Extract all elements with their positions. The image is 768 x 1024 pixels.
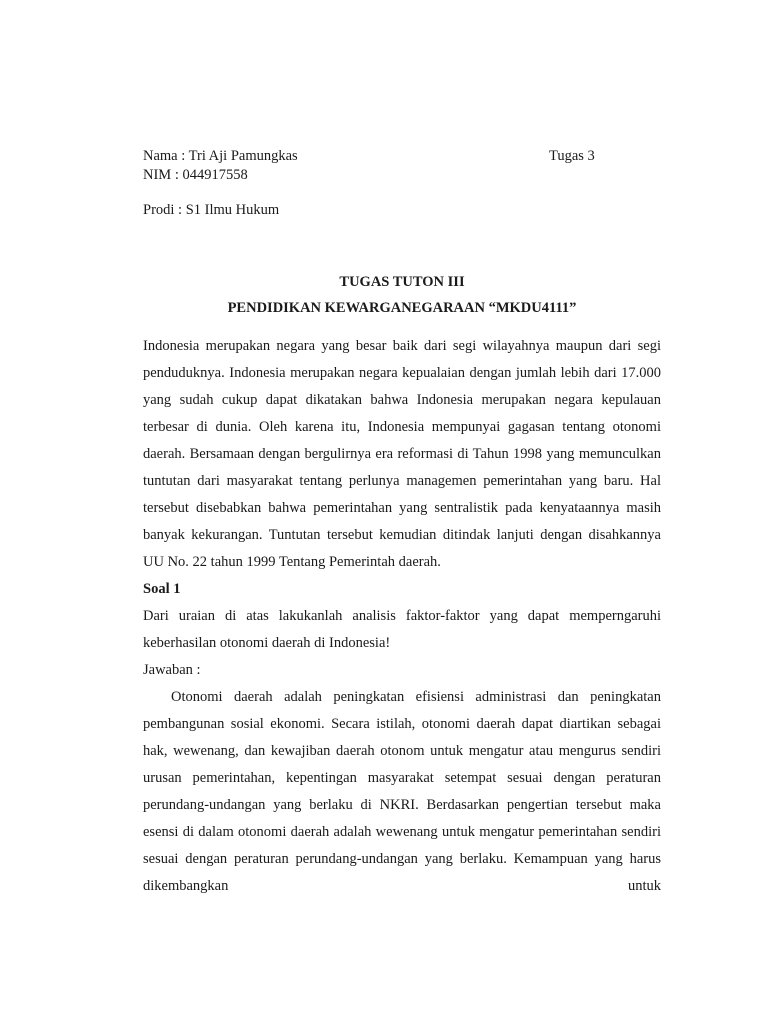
document-subtitle: PENDIDIKAN KEWARGANEGARAAN “MKDU4111” xyxy=(227,300,577,316)
student-name: Nama : Tri Aji Pamungkas xyxy=(143,148,298,164)
assignment-number: Tugas 3 xyxy=(549,148,595,164)
student-nim: NIM : 044917558 xyxy=(143,167,248,183)
document-title: TUGAS TUTON III xyxy=(339,274,465,290)
document-body xyxy=(143,333,661,900)
answer-label: Jawaban : xyxy=(143,662,201,678)
prodi-row xyxy=(143,201,603,219)
nim-row xyxy=(143,166,603,184)
question-text: Dari uraian di atas lakukanlah analisis faktor-faktor yang dapat memperngaruhi keberhasilan otonomi daerah di Indonesia! xyxy=(143,608,661,651)
intro-paragraph: Indonesia merupakan negara yang besar baik dari segi wilayahnya maupun dari segi penduduknya. Indonesia merupakan negara kepualaian dengan jumlah lebih dari 17.000 yang sudah cukup dapat dikatakan bahwa Indonesia merupakan negara kepulauan terbesar di dunia. Oleh karena itu, Indonesia mempunyai gagasan tentang otonomi daerah. Bersamaan dengan bergulirnya era reformasi di Tahun 1998 yang memunculkan tuntutan dari masyarakat tentang perlunya managemen pemerintahan yang baru. Hal tersebut disebabkan bahwa pemerintahan yang sentralistik pada kenyataannya masih banyak kekurangan. Tuntutan tersebut kemudian ditindak lanjuti dengan disahkannya UU No. 22 tahun 1999 Tentang Pemerintah daerah. xyxy=(143,338,661,570)
study-program: Prodi : S1 Ilmu Hukum xyxy=(143,202,280,218)
question-heading: Soal 1 xyxy=(143,581,181,597)
answer-paragraph: Otonomi daerah adalah peningkatan efisiensi administrasi dan peningkatan pembangunan sosial ekonomi. Secara istilah, otonomi daerah dapat diartikan sebagai hak, wewenang, dan kewajiban daerah otonom untuk mengatur atau mengurus sendiri urusan pemerintahan, kepentingan masyarakat setempat sesuai dengan peraturan perundang-undangan yang berlaku di NKRI. Berdasarkan pengertian tersebut maka esensi di dalam otonomi daerah adalah wewenang untuk mengatur pemerintahan sendiri sesuai dengan peraturan perundang-undangan yang berlaku. Kemampuan yang harus dikembangkan untuk xyxy=(143,689,661,894)
name-row xyxy=(143,147,603,165)
